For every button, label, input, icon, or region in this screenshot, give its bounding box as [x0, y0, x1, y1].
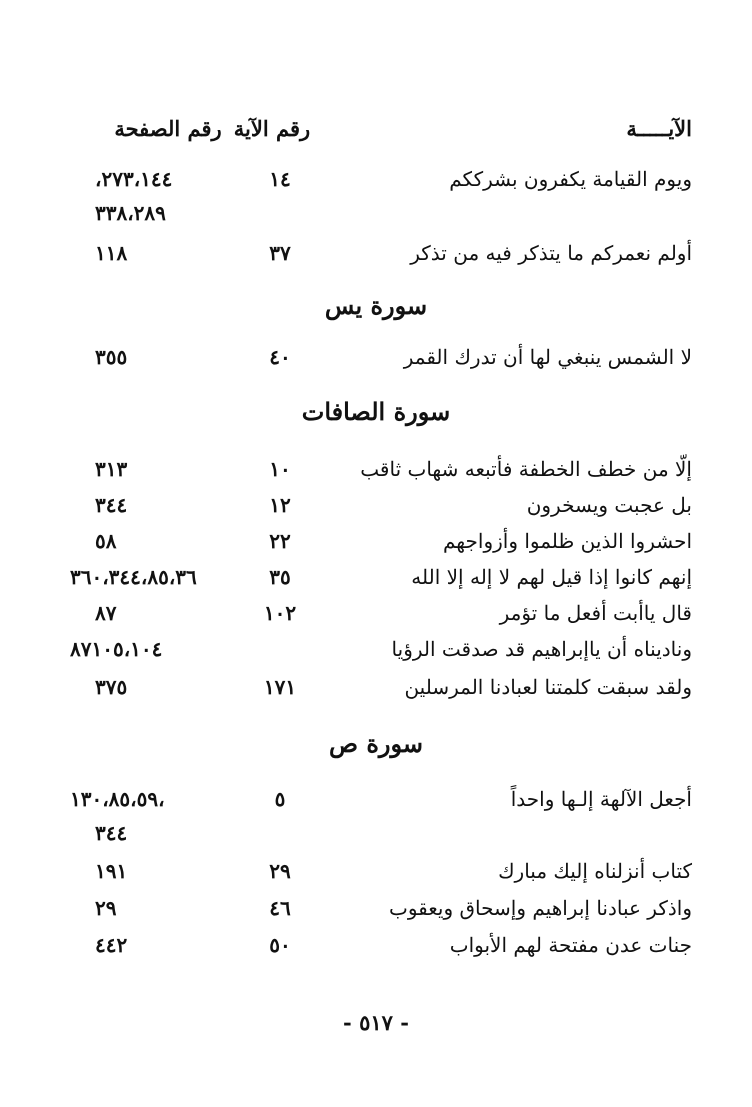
verse-text: واذكر عبادنا إبراهيم وإسحاق ويعقوب: [389, 896, 692, 920]
page-refs: ٣١٣: [95, 457, 128, 481]
ayah-number: ١٠٢: [263, 601, 297, 625]
index-row: [0, 524, 752, 558]
page-refs: ١٩١: [95, 859, 128, 883]
ayah-number: ٤٠: [269, 345, 291, 369]
page-refs: ٤٤٢: [95, 933, 128, 957]
ayah-number: ١٠: [269, 457, 291, 481]
ayah-number: ١٤: [269, 167, 291, 191]
index-row: [0, 452, 752, 486]
page-refs: ٣٧٥: [95, 675, 128, 699]
index-row: [0, 596, 752, 630]
header-verse: الآيـــــة: [626, 116, 692, 141]
index-row: [0, 162, 752, 225]
index-row: [0, 854, 752, 888]
header-page-number: رقم الصفحة: [114, 116, 222, 141]
ayah-number: ٥: [274, 787, 286, 811]
index-row: [0, 236, 752, 270]
index-row: [0, 782, 752, 845]
page-number: - ٥١٧ -: [343, 1010, 409, 1035]
surah-heading: سورة ص: [328, 729, 424, 758]
verse-text: كتاب أنزلناه إليك مبارك: [498, 859, 692, 883]
surah-heading: سورة يس: [324, 291, 428, 320]
ayah-number: ٤٦: [269, 896, 291, 920]
verse-text: أجعل الآلهة إلـها واحداً: [510, 787, 692, 811]
page-refs: ٣٦٠،٣٤٤،٨٥،٣٦: [70, 565, 197, 589]
verse-text: وناديناه أن ياإبراهيم قد صدقت الرؤيا: [391, 637, 692, 661]
page-refs-continued: ٣٣٨،٢٨٩: [95, 201, 166, 225]
index-row: [0, 891, 752, 925]
verse-text: ولقد سبقت كلمتنا لعبادنا المرسلين: [404, 675, 692, 699]
verse-text: إلّا من خطف الخطفة فأتبعه شهاب ثاقب: [360, 457, 692, 481]
page-refs: ٢٧٣،١٤٤،: [95, 167, 173, 191]
table-header: [0, 112, 752, 146]
header-ayah-number: رقم الآية: [233, 116, 311, 141]
page-refs: ٨٧١٠٥،١٠٤: [70, 637, 163, 661]
page-refs: ٢٩: [95, 896, 117, 920]
page-refs: ٣٤٤: [95, 493, 128, 517]
surah-heading: سورة الصافات: [301, 397, 451, 426]
verse-text: قال ياأبت أفعل ما تؤمر: [499, 601, 692, 625]
ayah-number: ٢٢: [269, 529, 291, 553]
page-refs-continued: ٣٤٤: [95, 821, 128, 845]
ayah-number: ٣٥: [269, 565, 291, 589]
verse-text: لا الشمس ينبغي لها أن تدرك القمر: [403, 345, 692, 369]
verse-text: ويوم القيامة يكفرون بشرككم: [449, 167, 692, 191]
index-row: [0, 488, 752, 522]
verse-text: بل عجبت ويسخرون: [526, 493, 692, 517]
verse-text: جنات عدن مفتحة لهم الأبواب: [449, 933, 692, 957]
verse-text: أولم نعمركم ما يتذكر فيه من تذكر: [410, 241, 692, 265]
verse-text: احشروا الذين ظلموا وأزواجهم: [443, 529, 692, 553]
page-refs: ٨٧: [95, 601, 117, 625]
index-row: [0, 632, 752, 666]
ayah-number: ١٢: [269, 493, 291, 517]
ayah-number: ٢٩: [269, 859, 291, 883]
ayah-number: ٥٠: [269, 933, 291, 957]
page-refs: ١١٨: [95, 241, 128, 265]
page-refs: ،١٣٠،٨٥،٥٩: [70, 787, 165, 811]
ayah-number: ٣٧: [269, 241, 291, 265]
index-row: [0, 560, 752, 594]
page-refs: ٥٨: [95, 529, 117, 553]
verse-text: إنهم كانوا إذا قيل لهم لا إله إلا الله: [411, 565, 692, 589]
ayah-number: ١٧١: [263, 675, 297, 699]
page-refs: ٣٥٥: [95, 345, 128, 369]
index-row: [0, 928, 752, 962]
index-row: [0, 670, 752, 704]
index-row: [0, 340, 752, 374]
